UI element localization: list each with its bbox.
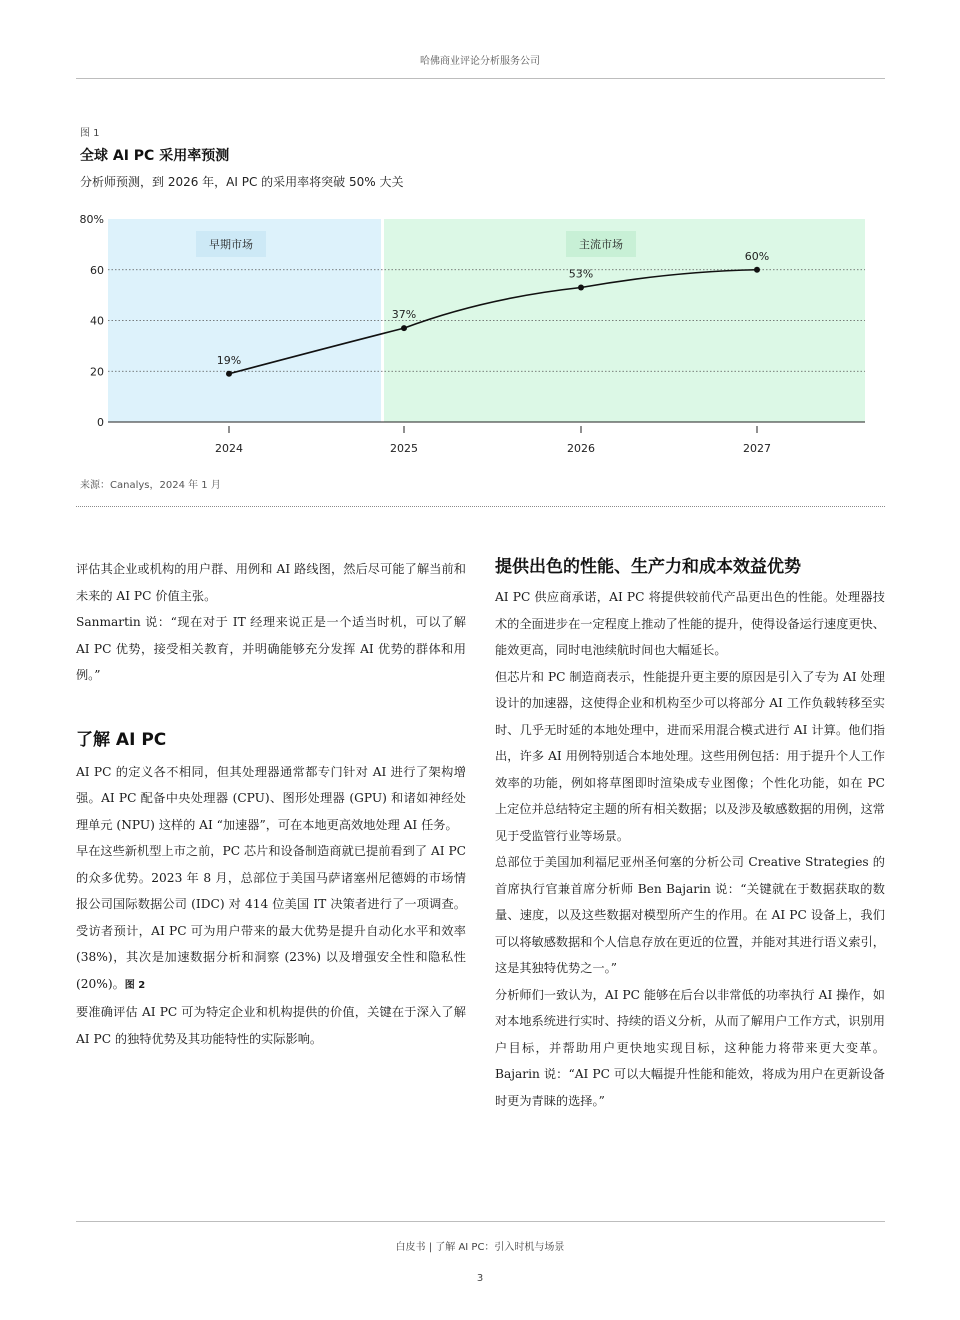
y-tick-label: 20 — [90, 365, 104, 379]
adoption-chart — [76, 208, 876, 468]
left-column — [76, 556, 466, 1052]
data-point — [754, 267, 760, 273]
footer-divider — [76, 1221, 885, 1222]
x-tick-label: 2026 — [567, 442, 595, 455]
paragraph-text: 早在这些新机型上市之前，PC 芯片和设备制造商就已提前看到了 AI PC 的众多优势。2023 年 8 月，总部位于美国马萨诸塞州尼德姆的市场情报公司国际数据公司 (IDC) 对 414 位美国 IT 决策者进行了一项调查。受访者预计，AI PC 可为用户带来的最大优势是提升自动化水平和效率 (38%)，其次是加速数据分析和洞察 (23%) 以及增强安全性和隐私性 (20%)。 — [76, 844, 466, 991]
figure-reference: 图 2 — [124, 979, 146, 991]
chart-svg — [76, 208, 876, 468]
y-tick-label: 40 — [90, 314, 104, 328]
data-point — [226, 371, 232, 377]
figure-title: 全球 AI PC 采用率预测 — [80, 148, 230, 164]
paragraph: 分析师们一致认为，AI PC 能够在后台以非常低的功率执行 AI 操作，如对本地系统进行实时、持续的语义分析，从而了解用户工作方式，识别用户目标，并帮助用户更快地实现目标，这种能力将带来更大变革。Bajarin 说：“AI PC 可以大幅提升性能和能效，将成为用户在更新设备时更为青睐的选择。” — [495, 987, 885, 1108]
paragraph: AI PC 的定义各不相同，但其处理器通常都专门针对 AI 进行了架构增强。AI PC 配备中央处理器 (CPU)、图形处理器 (GPU) 和诸如神经处理单元 (NPU) 这样的 AI “加速器”，可在本地更高效地处理 AI 任务。 — [76, 764, 466, 832]
figure-divider — [76, 506, 885, 507]
page-footer: 白皮书 | 了解 AI PC：引入时机与场景 — [395, 1242, 565, 1253]
figure-source: 来源：Canalys，2024 年 1 月 — [80, 480, 221, 491]
data-point — [401, 325, 407, 331]
data-label: 60% — [744, 249, 770, 263]
right-column — [495, 556, 885, 1114]
y-tick-label: 80% — [79, 213, 104, 226]
page-number: 3 — [476, 1273, 484, 1284]
paragraph: 要准确评估 AI PC 可为特定企业和机构提供的价值，关键在于深入了解 AI PC 的独特优势及其功能特性的实际影响。 — [76, 1005, 466, 1046]
region-label: 早期市场 — [209, 238, 253, 251]
header-divider — [76, 78, 885, 79]
data-point — [578, 285, 584, 291]
paragraph: Sanmartin 说：“现在对于 IT 经理来说正是一个适当时机，可以了解 AI PC 优势，接受相关教育，并明确能够充分发挥 AI 优势的群体和用例。” — [76, 615, 466, 682]
region-label: 主流市场 — [579, 238, 623, 251]
y-tick-label: 0 — [97, 416, 104, 429]
y-tick-label: 60 — [90, 263, 104, 277]
paragraph — [76, 838, 466, 999]
figure-label: 图 1 — [80, 128, 100, 139]
figure-subtitle: 分析师预测，到 2026 年，AI PC 的采用率将突破 50% 大关 — [80, 175, 404, 189]
data-label: 53% — [568, 267, 594, 281]
page-header: 哈佛商业评论分析服务公司 — [420, 56, 540, 67]
data-label: 37% — [391, 308, 417, 322]
paragraph: 评估其企业或机构的用户群、用例和 AI 路线图，然后尽可能了解当前和未来的 AI PC 价值主张。 — [76, 562, 466, 603]
x-tick-label: 2024 — [215, 442, 243, 455]
paragraph: 总部位于美国加利福尼亚州圣何塞的分析公司 Creative Strategies 的首席执行官兼首席分析师 Ben Bajarin 说：“关键就在于数据获取的数量、速度，以及这些数据对模型所产生的作用。在 AI PC 设备上，我们可以将敏感数据和个人信息存放在更近的位置，并能对其进行语义索引，这是其独特优势之一。” — [495, 855, 885, 975]
x-tick-label: 2027 — [743, 442, 771, 455]
paragraph: AI PC 供应商承诺，AI PC 将提供较前代产品更出色的性能。处理器技术的全面进步在一定程度上推动了性能的提升，使得设备运行速度更快、能效更高，同时电池续航时间也大幅延长。 — [495, 590, 885, 657]
section-heading: 了解 AI PC — [76, 729, 167, 750]
paragraph: 但芯片和 PC 制造商表示，性能提升更主要的原因是引入了专为 AI 处理设计的加速器，这使得企业和机构至少可以将部分 AI 工作负载转移至实时、几乎无时延的本地处理中，进而采用混合模式进行 AI 计算。他们指出，许多 AI 用例特别适合本地处理。这些用例包括：用于提升个人工作效率的功能，例如将草图即时渲染成专业图像；个性化功能，如在 PC 上定位并总结特定主题的所有相关数据；以及涉及敏感数据的用例，这常见于受监管行业等场景。 — [495, 669, 885, 843]
data-label: 19% — [216, 353, 242, 367]
x-tick-label: 2025 — [390, 442, 418, 455]
section-heading: 提供出色的性能、生产力和成本效益优势 — [495, 557, 801, 577]
